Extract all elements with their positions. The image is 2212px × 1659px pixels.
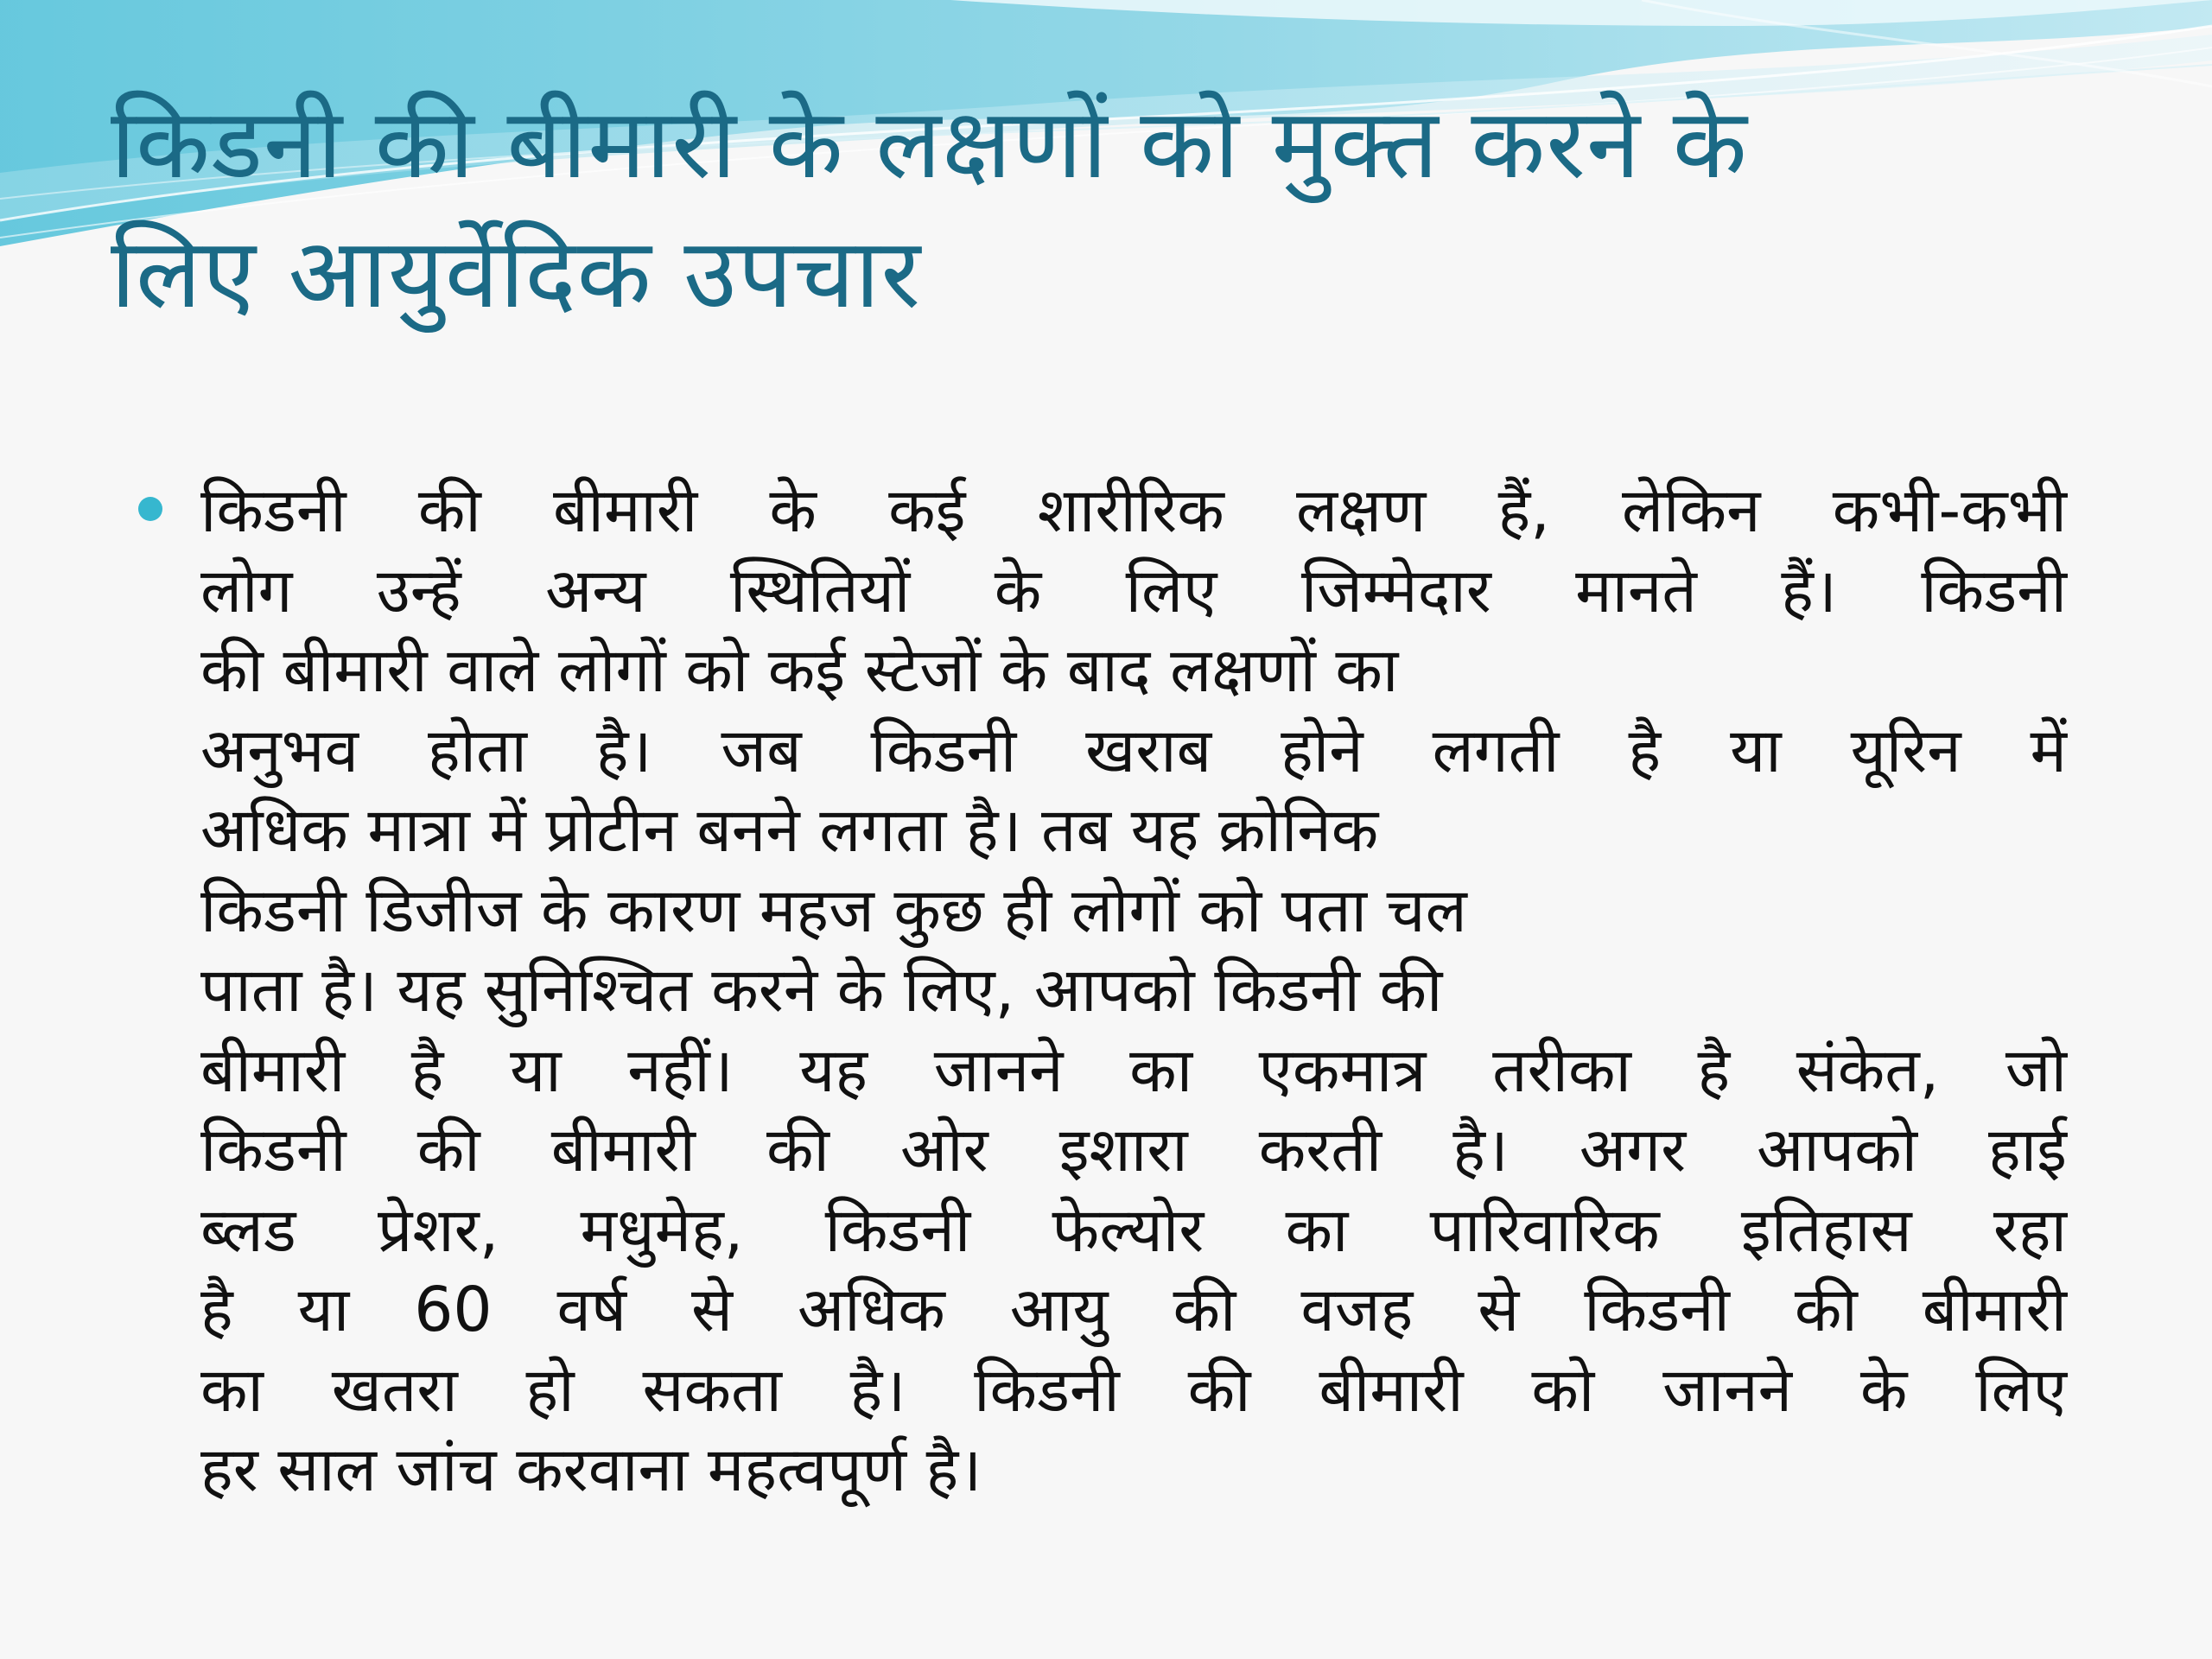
body-line: हर साल जांच करवाना महत्वपूर्ण है। [200,1433,982,1505]
body-line: है या 60 वर्ष से अधिक आयु की वजह से किडनी की बीमारी [200,1274,2067,1345]
title-line: किडनी की बीमारी के लक्षणों को मुक्त करने के [111,88,1748,200]
body-line: किडनी की बीमारी की ओर इशारा करती है। अगर आपको हाई [200,1114,2067,1185]
body-line: अनुभव होता है। जब किडनी खराब होने लगती है या यूरिन में [200,714,2067,786]
title-line: लिए आयुर्वेदिक उपचार [111,218,922,330]
body-line: ब्लड प्रेशर, मधुमेह, किडनी फेल्योर का पारिवारिक इतिहास रहा [200,1193,2067,1266]
body-line: किडनी की बीमारी के कई शारीरिक लक्षण हैं, लेकिन कभी-कभी [200,474,2067,546]
body-line: बीमारी है या नहीं। यह जानने का एकमात्र तरीका है संकेत, जो [200,1033,2067,1106]
body-line: लोग उन्हें अन्य स्थितियों के लिए जिम्मेदार मानते हैं। किडनी [200,554,2067,626]
body-line: की बीमारी वाले लोगों को कई स्टेजों के बाद लक्षणों का [200,634,1399,706]
bullet-paragraph [200,471,2067,1510]
slide-title [111,79,2098,339]
body-line: का खतरा हो सकता है। किडनी की बीमारी को जानने के लिए [200,1353,2067,1426]
body-line: अधिक मात्रा में प्रोटीन बनने लगता है। तब यह क्रोनिक [200,794,1379,866]
body-line: किडनी डिजीज के कारण महज कुछ ही लोगों को पता चल [200,874,1467,946]
bullet-dot-icon [138,497,162,521]
body-line: पाता है। यह सुनिश्चित करने के लिए, आपको किडनी की [200,954,1443,1026]
